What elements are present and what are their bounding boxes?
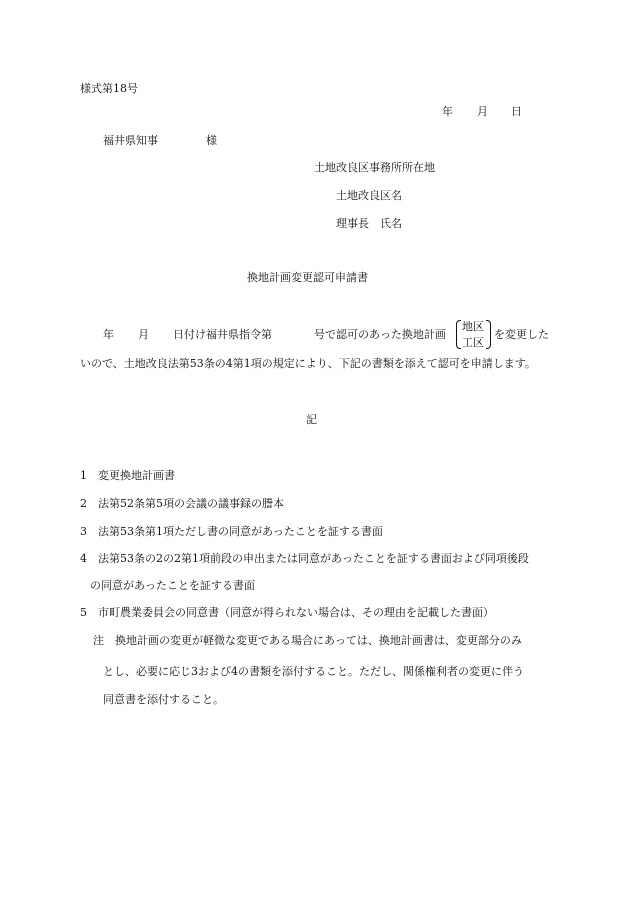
choice-district: 地区 xyxy=(462,320,484,333)
document-title: 換地計画変更認可申請書 xyxy=(247,271,368,284)
list-item-continuation: の同意があったことを証する書面 xyxy=(90,579,255,592)
chairman-name: 理事長 氏名 xyxy=(336,217,402,230)
note-line: 同意書を添付すること。 xyxy=(103,693,224,706)
body-date-directive: 日付け福井県指令第 xyxy=(173,328,272,341)
office-location: 土地改良区事務所所在地 xyxy=(314,161,435,174)
body-month: 月 xyxy=(138,328,149,341)
addressee-honorific: 様 xyxy=(206,134,217,147)
list-item: 3 法第53条第1項ただし書の同意があったことを証する書面 xyxy=(80,525,383,538)
ki-heading: 記 xyxy=(306,413,317,426)
body-year: 年 xyxy=(103,328,114,341)
list-item: 2 法第52条第5項の会議の議事録の謄本 xyxy=(80,497,284,510)
body-line-2: いので、土地改良法第53条の4第1項の規定により、下記の書類を添えて認可を申請します。 xyxy=(80,357,536,370)
form-number: 様式第18号 xyxy=(80,82,138,95)
list-item: 1 変更換地計画書 xyxy=(80,469,175,482)
date-year-label: 年 xyxy=(442,105,453,118)
list-item: 5 市町農業委員会の同意書（同意が得られない場合は、その理由を記載した書面） xyxy=(80,606,494,619)
addressee-name: 福井県知事 xyxy=(103,134,158,147)
choice-bracket-right xyxy=(486,320,491,349)
date-month-label: 月 xyxy=(477,105,488,118)
choice-section: 工区 xyxy=(462,336,484,349)
body-change: を変更した xyxy=(494,328,549,341)
choice-bracket-left xyxy=(456,320,461,349)
district-name: 土地改良区名 xyxy=(336,189,402,202)
note-line: とし、必要に応じ3および4の書類を添付すること。ただし、関係権利者の変更に伴う xyxy=(103,665,524,678)
list-item: 4 法第53条の2の2第1項前段の申出または同意があったことを証する書面および同項後段 xyxy=(80,552,529,565)
date-day-label: 日 xyxy=(511,105,522,118)
body-approved-plan: 号で認可のあった換地計画 xyxy=(314,328,446,341)
note-line: 注 換地計画の変更が軽微な変更である場合にあっては、換地計画書は、変更部分のみ xyxy=(93,634,522,647)
